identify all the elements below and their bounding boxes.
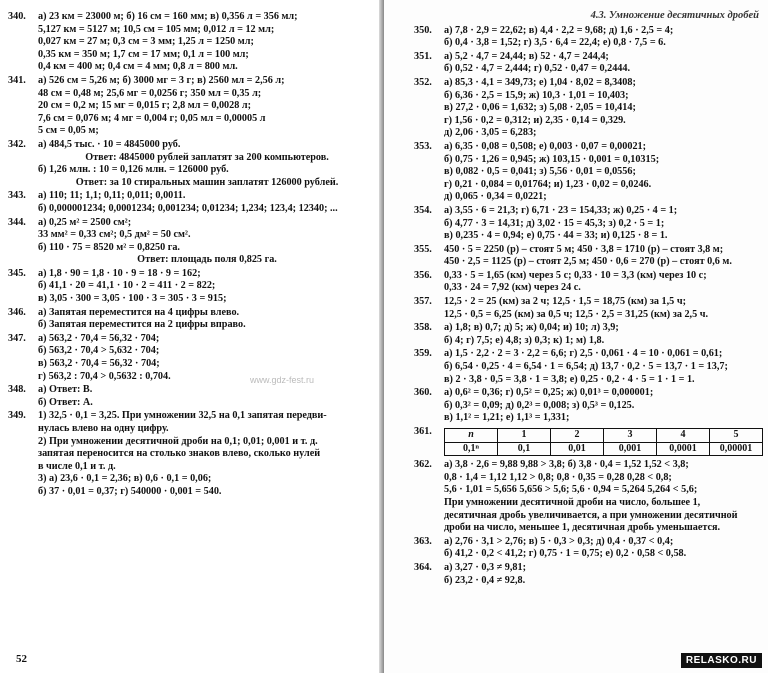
table-header-cell: 3 xyxy=(604,429,657,443)
exercise-line: д) 2,06 · 3,05 = 6,283; xyxy=(444,127,537,139)
exercise-line: 450 · 2,5 = 1125 (р) – стоят 2,5 м; 450 · 0,6 = 270 (р) – стоят 0,6 м. xyxy=(444,256,732,268)
exercise-line: а) 2,76 · 3,1 > 2,76; в) 5 · 0,3 > 0,3; д) 0,4 · 0,37 < 0,4; xyxy=(444,535,674,547)
exercise-363 xyxy=(414,536,759,561)
exercise-line: в) 1,1² = 1,21; е) 1,1³ = 1,331; xyxy=(444,412,570,424)
exercise-line: б) 1,26 млн. : 10 = 0,126 млн. = 126000 руб. xyxy=(38,164,229,176)
exercise-line: б) 41,1 · 20 = 41,1 · 10 · 2 = 411 · 2 = 822; xyxy=(38,280,216,292)
exercise-line: запятая переносится на столько знаков влево, сколько нулей xyxy=(38,448,321,460)
exercise-line: 5 см = 0,05 м; xyxy=(38,125,99,137)
exercise-number: 359. xyxy=(414,348,432,360)
exercise-line: б) 6,54 · 0,25 · 4 = 6,54 · 1 = 6,54; д) 13,7 · 0,2 · 5 = 13,7 · 1 = 13,7; xyxy=(444,361,728,373)
exercise-345 xyxy=(8,268,376,306)
exercise-line: г) 563,2 : 70,4 > 0,5632 : 0,704. xyxy=(38,370,171,382)
exercise-line: а) 5,2 · 4,7 = 24,44; в) 52 · 4,7 = 244,4; xyxy=(444,50,609,62)
exercise-line: 2) При умножении десятичной дроби на 0,1; 0,01; 0,001 и т. д. xyxy=(38,435,318,447)
exercise-line: б) 0,4 · 3,8 = 1,52; г) 3,5 · 6,4 = 22,4; е) 0,8 · 7,5 = 6. xyxy=(444,37,666,49)
exercise-line: а) 110; 11; 1,1; 0,11; 0,011; 0,0011. xyxy=(38,190,186,202)
exercise-number: 358. xyxy=(414,322,432,334)
exercise-line: 0,4 км = 400 м; 0,4 см = 4 мм; 0,8 л = 800 мл. xyxy=(38,61,238,73)
table-cell: 0,00001 xyxy=(710,442,763,456)
right-page-content xyxy=(414,10,759,587)
exercise-line: 7,6 см = 0,076 м; 4 мг = 0,004 г; 0,05 мл = 0,00005 л xyxy=(38,112,266,124)
exercise-line: 33 мм² = 0,33 см²; 0,5 дм² = 50 см². xyxy=(38,229,191,241)
exercise-358 xyxy=(414,322,759,347)
exercise-line: б) 0,52 · 4,7 = 2,444; г) 0,52 · 0,47 = 0,2444. xyxy=(444,63,631,75)
exercise-line: б) 4; г) 7,5; е) 4,8; з) 0,3; к) 1; м) 1,8. xyxy=(444,334,605,346)
exercise-number: 356. xyxy=(414,269,432,281)
exercise-359 xyxy=(414,348,759,386)
exercise-line: 0,33 · 5 = 1,65 (км) через 5 с; 0,33 · 10 = 3,3 (км) через 10 с; xyxy=(444,269,707,281)
exercise-line: а) Запятая переместится на 4 цифры влево. xyxy=(38,306,240,318)
exercise-number: 346. xyxy=(8,306,26,318)
exercise-number: 363. xyxy=(414,535,432,547)
exercise-line: а) 563,2 · 70,4 = 56,32 · 704; xyxy=(38,332,160,344)
table-cell: 0,0001 xyxy=(657,442,710,456)
exercise-line: 5,127 км = 5127 м; 10,5 см = 105 мм; 0,012 л = 12 мл; xyxy=(38,23,275,35)
exercise-line: а) 3,27 · 0,3 ≠ 9,81; xyxy=(444,561,526,573)
exercise-line: Ответ: площадь поля 0,825 га. xyxy=(137,254,277,266)
exercise-line: десятичная дробь увеличивается, а при умножении десятичной xyxy=(444,509,738,521)
exercise-number: 352. xyxy=(414,76,432,88)
exercise-line: б) Ответ: А. xyxy=(38,396,93,408)
exercise-361 xyxy=(414,426,759,458)
exercise-349 xyxy=(8,410,376,498)
table-header-cell: n xyxy=(445,429,498,443)
exercise-351 xyxy=(414,51,759,76)
exercise-line: б) 4,77 · 3 = 14,31; д) 3,02 · 15 = 45,3; з) 0,2 · 5 = 1; xyxy=(444,217,665,229)
exercise-number: 353. xyxy=(414,140,432,152)
exercise-line: б) 6,36 · 2,5 = 15,9; ж) 10,3 · 1,01 = 10,403; xyxy=(444,89,629,101)
exercise-number: 357. xyxy=(414,296,432,308)
exercise-line: б) 37 · 0,01 = 0,37; г) 540000 · 0,001 = 540. xyxy=(38,485,222,497)
exercise-360 xyxy=(414,387,759,425)
table-cell: 0,1 xyxy=(498,442,551,456)
exercise-340 xyxy=(8,11,376,74)
exercise-number: 362. xyxy=(414,459,432,471)
exercise-line: а) 0,25 м² = 2500 см²; xyxy=(38,216,132,228)
exercise-number: 340. xyxy=(8,11,26,22)
exercise-line: б) 0,000001234; 0,0001234; 0,001234; 0,01234; 1,234; 123,4; 12340; ... xyxy=(38,202,338,214)
exercise-346 xyxy=(8,307,376,332)
exercise-line: 5,6 · 1,01 = 5,656 5,656 > 5,6; 5,6 · 0,94 = 5,264 5,264 < 5,6; xyxy=(444,484,698,496)
exercise-line: а) 1,8 · 90 = 1,8 · 10 · 9 = 18 · 9 = 162; xyxy=(38,267,201,279)
exercise-number: 345. xyxy=(8,267,26,279)
exercise-357 xyxy=(414,296,759,321)
exercise-347 xyxy=(8,333,376,383)
exercise-number: 348. xyxy=(8,384,26,396)
powers-table xyxy=(444,428,763,456)
exercise-line: а) 526 см = 5,26 м; б) 3000 мг = 3 г; в) 2560 мл = 2,56 л; xyxy=(38,74,285,86)
exercise-line: в) 563,2 · 70,4 = 56,32 · 704; xyxy=(38,358,160,370)
exercise-line: б) 0,3² = 0,09; д) 0,2³ = 0,008; з) 0,5³ = 0,125. xyxy=(444,399,635,411)
exercise-line: 3) а) 23,6 · 0,1 = 2,36; в) 0,6 · 0,1 = 0,06; xyxy=(38,473,212,485)
exercise-line: а) 1,5 · 2,2 · 2 = 3 · 2,2 = 6,6; г) 2,5 · 0,061 · 4 = 10 · 0,061 = 0,61; xyxy=(444,348,723,360)
exercise-line: 0,8 · 1,4 = 1,12 1,12 > 0,8; 0,8 · 0,35 = 0,28 0,28 < 0,8; xyxy=(444,471,672,483)
exercise-number: 347. xyxy=(8,332,26,344)
table-header-cell: 4 xyxy=(657,429,710,443)
exercise-line: а) 85,3 · 4,1 = 349,73; е) 1,04 · 8,02 = 8,3408; xyxy=(444,76,636,88)
exercise-line: а) 7,8 · 2,9 = 22,62; в) 4,4 · 2,2 = 9,68; д) 1,6 · 2,5 = 4; xyxy=(444,24,674,36)
exercise-line: 48 см = 0,48 м; 25,6 мг = 0,0256 г; 350 мл = 0,35 л; xyxy=(38,87,262,99)
exercise-line: а) 3,55 · 6 = 21,3; г) 6,71 · 23 = 154,33; ж) 0,25 · 4 = 1; xyxy=(444,204,678,216)
exercise-line: Ответ: 4845000 рублей заплатят за 200 компьютеров. xyxy=(85,151,329,163)
left-page xyxy=(0,0,384,673)
exercise-number: 341. xyxy=(8,74,26,86)
exercise-line: б) 23,2 · 0,4 ≠ 92,8. xyxy=(444,574,526,586)
right-exercises xyxy=(414,25,759,425)
exercise-line: а) Ответ: В. xyxy=(38,384,93,396)
exercise-line: в) 0,235 · 4 = 0,94; е) 0,75 · 44 = 33; и) 0,125 · 8 = 1. xyxy=(444,230,668,242)
page-number: 52 xyxy=(16,653,27,665)
exercise-line: а) 0,6² = 0,36; г) 0,5² = 0,25; ж) 0,01³ = 0,000001; xyxy=(444,387,654,399)
exercise-line: 0,027 км = 27 м; 0,3 см = 3 мм; 1,25 л = 1250 мл; xyxy=(38,36,254,48)
exercise-356 xyxy=(414,270,759,295)
exercise-number: 342. xyxy=(8,138,26,150)
exercise-364 xyxy=(414,562,759,587)
exercise-line: г) 1,56 · 0,2 = 0,312; и) 2,35 · 0,14 = 0,329. xyxy=(444,114,626,126)
exercise-line: в) 2 · 3,8 · 0,5 = 3,8 · 1 = 3,8; е) 0,25 · 0,2 · 4 · 5 = 1 · 1 = 1. xyxy=(444,373,695,385)
exercise-343 xyxy=(8,190,376,215)
site-mark: www.gdz-fest.ru xyxy=(250,375,315,385)
exercise-number: 349. xyxy=(8,410,26,422)
exercise-line: 0,35 км = 350 м; 1,7 см = 17 мм; 0,1 л = 100 мл; xyxy=(38,48,249,60)
exercise-line: в) 3,05 · 300 = 3,05 · 100 · 3 = 305 · 3 = 915; xyxy=(38,293,227,305)
exercise-number: 350. xyxy=(414,24,432,36)
table-header-cell: 5 xyxy=(710,429,763,443)
exercise-line: б) 41,2 · 0,2 < 41,2; г) 0,75 · 1 = 0,75; е) 0,2 · 0,58 < 0,58. xyxy=(444,548,687,560)
exercise-number: 355. xyxy=(414,243,432,255)
exercise-line: Ответ: за 10 стиральных машин заплатят 126000 рублей. xyxy=(75,176,339,188)
exercise-341 xyxy=(8,75,376,138)
exercise-350 xyxy=(414,25,759,50)
exercise-line: в) 0,082 · 0,5 = 0,041; з) 5,56 · 0,01 = 0,0556; xyxy=(444,166,636,178)
table-header-cell: 1 xyxy=(498,429,551,443)
exercise-348 xyxy=(8,384,376,409)
exercise-line: в числе 0,1 и т. д. xyxy=(38,460,116,472)
exercise-line: 1) 32,5 · 0,1 = 3,25. При умножении 32,5 на 0,1 запятая передви- xyxy=(38,410,327,422)
exercise-line: в) 27,2 · 0,06 = 1,632; з) 5,08 · 2,05 = 10,414; xyxy=(444,102,636,114)
exercise-line: дроби на число, меньшее 1, десятичная дробь уменьшается. xyxy=(444,522,721,534)
exercise-352 xyxy=(414,77,759,140)
exercise-line: 12,5 · 2 = 25 (км) за 2 ч; 12,5 · 1,5 = 18,75 (км) за 1,5 ч; xyxy=(444,296,686,308)
exercise-number: 354. xyxy=(414,204,432,216)
exercise-number: 364. xyxy=(414,561,432,573)
exercise-355 xyxy=(414,244,759,269)
exercise-line: 20 см = 0,2 м; 15 мг = 0,015 г; 2,8 мл = 0,0028 л; xyxy=(38,100,251,112)
exercise-362 xyxy=(414,459,759,535)
exercise-line: а) 1,8; в) 0,7; д) 5; ж) 0,04; и) 10; л) 3,9; xyxy=(444,322,619,334)
exercise-number: 343. xyxy=(8,190,26,202)
exercise-line: г) 0,21 · 0,084 = 0,01764; и) 1,23 · 0,02 = 0,0246. xyxy=(444,178,652,190)
exercise-line: При умножении десятичной дроби на число, большее 1, xyxy=(444,496,701,508)
exercise-line: а) 6,35 · 0,08 = 0,508; е) 0,003 · 0,07 = 0,00021; xyxy=(444,140,647,152)
exercise-line: нулась влево на одну цифру. xyxy=(38,423,169,434)
table-cell: 0,1ⁿ xyxy=(445,442,498,456)
exercise-line: а) 23 км = 23000 м; б) 16 см = 160 мм; в) 0,356 л = 356 мл; xyxy=(38,11,298,22)
exercise-line: 12,5 · 0,5 = 6,25 (км) за 0,5 ч; 12,5 · 2,5 = 31,25 (км) за 2,5 ч. xyxy=(444,308,709,320)
exercise-line: а) 3,8 · 2,6 = 9,88 9,88 > 3,8; б) 3,8 · 0,4 = 1,52 1,52 < 3,8; xyxy=(444,459,689,471)
exercise-number: 360. xyxy=(414,387,432,399)
section-header: 4.3. Умножение десятичных дробей xyxy=(590,10,759,21)
exercise-number: 344. xyxy=(8,216,26,228)
exercise-line: 450 · 5 = 2250 (р) – стоят 5 м; 450 · 3,8 = 1710 (р) – стоят 3,8 м; xyxy=(444,243,724,255)
table-cell: 0,01 xyxy=(551,442,604,456)
exercise-344 xyxy=(8,217,376,267)
exercise-353 xyxy=(414,141,759,204)
exercise-line: а) 484,5 тыс. · 10 = 4845000 руб. xyxy=(38,138,181,150)
exercise-354 xyxy=(414,205,759,243)
table-cell: 0,001 xyxy=(604,442,657,456)
right-page xyxy=(384,0,768,673)
exercise-number: 351. xyxy=(414,50,432,62)
right-exercises-after xyxy=(414,459,759,587)
exercise-line: б) Запятая переместится на 2 цифры вправо. xyxy=(38,319,246,331)
exercise-342 xyxy=(8,139,376,189)
exercise-number: 361. xyxy=(414,426,432,437)
watermark-logo: RELASKO.RU xyxy=(681,653,762,668)
exercise-line: б) 563,2 · 70,4 > 5,632 · 704; xyxy=(38,345,160,357)
exercise-line: б) 110 · 75 = 8520 м² = 0,8250 га. xyxy=(38,241,180,253)
exercise-line: б) 0,75 · 1,26 = 0,945; ж) 103,15 · 0,001 = 0,10315; xyxy=(444,153,660,165)
left-page-content xyxy=(8,10,376,499)
table-header-cell: 2 xyxy=(551,429,604,443)
exercise-line: д) 0,065 · 0,34 = 0,0221; xyxy=(444,191,547,203)
exercise-line: 0,33 · 24 = 7,92 (км) через 24 с. xyxy=(444,282,581,294)
